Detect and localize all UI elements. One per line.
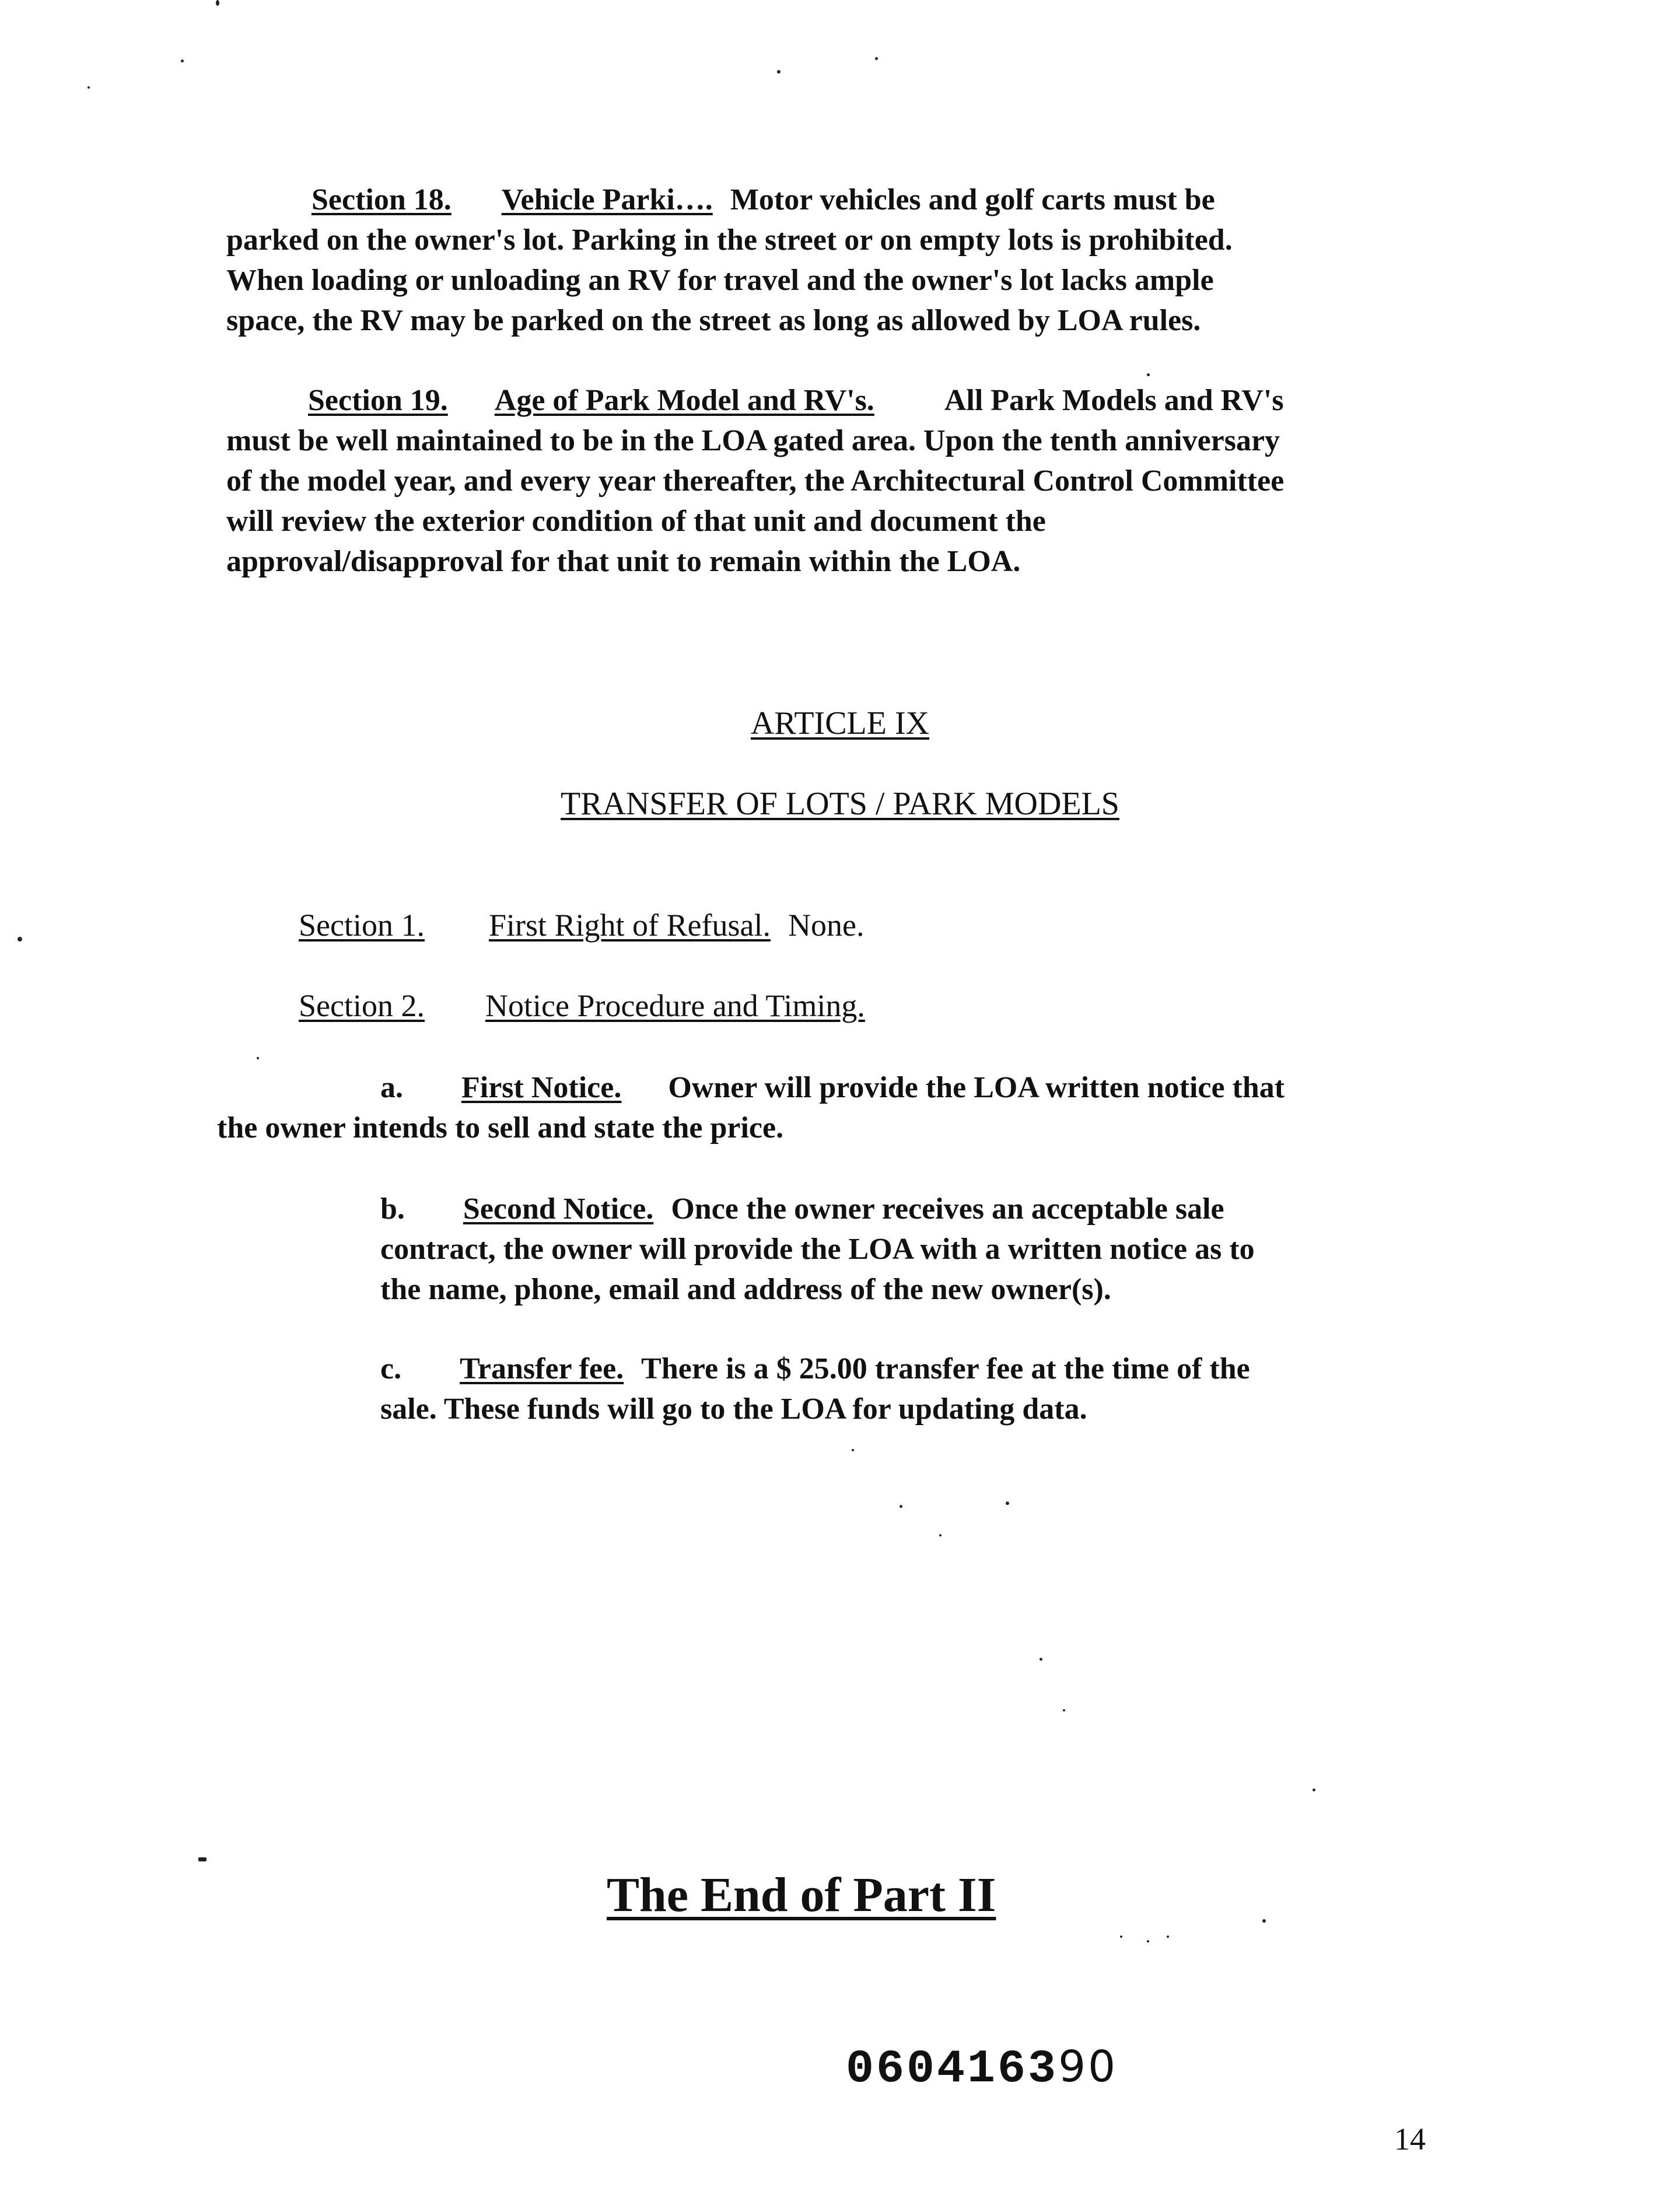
section-2-title: Notice Procedure and Timing. <box>485 988 865 1023</box>
section-18-title: Vehicle Parki…. <box>501 183 713 216</box>
item-b-line: contract, the owner will provide the LOA with a written notice as to <box>380 1233 1255 1266</box>
section-2 <box>299 986 865 1026</box>
scan-speck <box>900 1505 902 1508</box>
scan-speck <box>1312 1788 1315 1791</box>
item-c-text: There is a $ 25.00 transfer fee at the time of the <box>641 1352 1250 1385</box>
document-number: 060416390 <box>846 2042 1118 2096</box>
section-1-label: Section 1. <box>299 908 425 943</box>
item-c-letter: c. <box>380 1352 402 1385</box>
item-a <box>217 1068 1465 1148</box>
section-19-line: of the model year, and every year thereafter, the Architectural Control Committee <box>226 464 1284 498</box>
article-heading: ARTICLE IX <box>750 705 930 741</box>
section-19-line: will review the exterior condition of that unit and document the <box>226 505 1046 538</box>
section-18 <box>226 180 1451 341</box>
scan-speck <box>875 57 878 60</box>
page-number: 14 <box>1394 2122 1426 2157</box>
section-1-text: None. <box>788 908 864 943</box>
section-19-text: All Park Models and RV's <box>944 384 1284 417</box>
scan-speck <box>1006 1502 1009 1505</box>
scan-speck <box>1167 1936 1169 1938</box>
section-18-line: space, the RV may be parked on the street as long as allowed by LOA rules. <box>226 304 1201 337</box>
scan-speck <box>939 1534 942 1536</box>
article-subheading: TRANSFER OF LOTS / PARK MODELS <box>561 786 1119 822</box>
section-2-label: Section 2. <box>299 988 425 1023</box>
section-19-title: Age of Park Model and RV's. <box>494 384 874 417</box>
item-b-title: Second Notice. <box>463 1192 654 1226</box>
section-18-text: Motor vehicles and golf carts must be <box>730 183 1215 216</box>
item-a-letter: a. <box>380 1071 403 1104</box>
scan-speck <box>181 60 184 62</box>
scan-speck <box>88 86 90 89</box>
item-c-title: Transfer fee. <box>460 1352 624 1385</box>
section-18-line: When loading or unloading an RV for travel and the owner's lot lacks ample <box>226 264 1214 297</box>
scan-speck <box>852 1449 854 1451</box>
section-18-line: parked on the owner's lot. Parking in the street or on empty lots is prohibited. <box>226 223 1233 257</box>
scan-speck <box>1147 1940 1149 1943</box>
scan-speck <box>18 937 22 942</box>
section-1 <box>299 905 864 946</box>
section-19 <box>226 380 1463 582</box>
item-a-text: Owner will provide the LOA written notice that <box>668 1071 1285 1104</box>
section-19-label: Section 19. <box>308 384 448 417</box>
section-19-line: approval/disapproval for that unit to remain within the LOA. <box>226 545 1021 578</box>
item-b-text: Once the owner receives an acceptable sale <box>671 1192 1224 1226</box>
scan-speck <box>257 1057 259 1059</box>
item-a-line: the owner intends to sell and state the price. <box>217 1111 784 1144</box>
item-c <box>380 1349 1430 1429</box>
section-19-line: must be well maintained to be in the LOA gated area. Upon the tenth anniversary <box>226 424 1280 457</box>
scan-speck <box>216 0 219 6</box>
item-a-title: First Notice. <box>461 1071 622 1104</box>
scan-speck <box>1040 1658 1042 1661</box>
item-c-line: sale. These funds will go to the LOA for updating data. <box>380 1392 1087 1426</box>
item-b-letter: b. <box>380 1192 405 1226</box>
scan-speck <box>1120 1936 1122 1938</box>
scan-speck <box>1063 1709 1065 1712</box>
end-title: The End of Part II <box>607 1868 996 1922</box>
scan-speck <box>777 70 780 74</box>
item-b-line: the name, phone, email and address of the new owner(s). <box>380 1273 1111 1306</box>
item-b <box>380 1189 1430 1310</box>
scan-speck <box>1147 373 1150 376</box>
section-1-title: First Right of Refusal. <box>488 908 771 943</box>
handwritten-digits: 90 <box>1058 2042 1118 2092</box>
section-18-label: Section 18. <box>312 183 452 216</box>
scan-speck <box>1262 1919 1266 1923</box>
scan-speck <box>198 1857 206 1861</box>
